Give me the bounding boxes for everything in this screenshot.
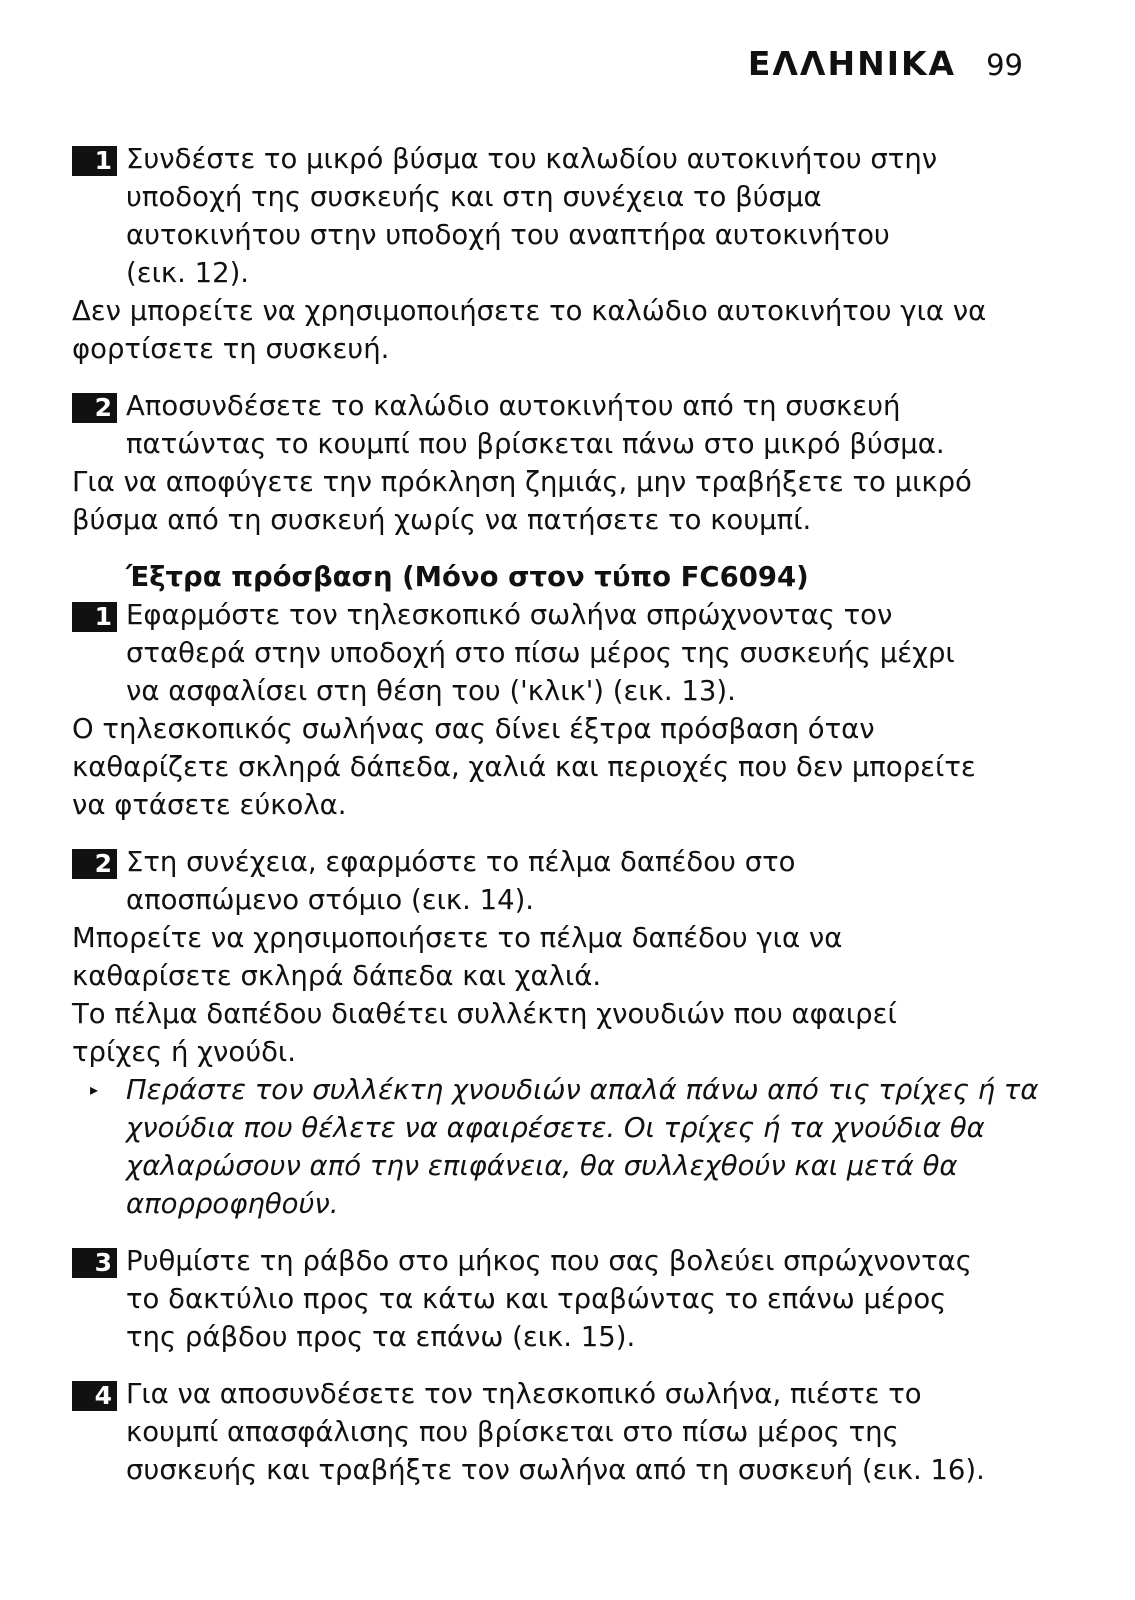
note-paragraph <box>72 919 1047 995</box>
step-2-floor-nozzle <box>72 843 1047 919</box>
note-line: καθαρίζετε σκληρά δάπεδα, χαλιά και περιοχές που δεν μπορείτε <box>72 751 976 783</box>
tip-line: χαλαρώσουν από την επιφάνεια, θα συλλεχθούν και μετά θα <box>126 1150 958 1182</box>
note-paragraph <box>72 292 1047 368</box>
step-2-disconnect-car-cord <box>72 387 1047 463</box>
note-line: φορτίσετε τη συσκευή. <box>72 333 390 365</box>
note-paragraph <box>72 710 1047 824</box>
step-line: υποδοχή της συσκευής και στη συνέχεια το βύσμα <box>126 181 822 213</box>
note-paragraph <box>72 995 1047 1071</box>
tip-line: Περάστε τον συλλέκτη χνουδιών απαλά πάνω από τις τρίχες ή τα <box>126 1074 1039 1106</box>
language-label: ΕΛΛΗΝΙΚΑ <box>747 44 957 83</box>
note-paragraph <box>72 463 1047 539</box>
step-line: το δακτύλιο προς τα κάτω και τραβώντας το επάνω μέρος <box>126 1283 947 1315</box>
page-number: 99 <box>986 48 1023 82</box>
step-line: να ασφαλίσει στη θέση του ('κλικ') (εικ. 13). <box>126 675 736 707</box>
tip-line: απορροφηθούν. <box>126 1188 339 1220</box>
note-line: Το πέλμα δαπέδου διαθέτει συλλέκτη χνουδιών που αφαιρεί <box>72 998 897 1030</box>
step-3-adjust-length <box>72 1242 1047 1356</box>
step-1-attach-tube <box>72 596 1047 710</box>
step-line: Αποσυνδέσετε το καλώδιο αυτοκινήτου από τη συσκευή <box>126 390 901 422</box>
note-line: καθαρίσετε σκληρά δάπεδα και χαλιά. <box>72 960 602 992</box>
step-line: αυτοκινήτου στην υποδοχή του αναπτήρα αυτοκινήτου <box>126 219 890 251</box>
note-line: να φτάσετε εύκολα. <box>72 789 347 821</box>
tip-item <box>72 1071 1047 1223</box>
step-number-badge: 3 <box>72 1248 117 1278</box>
note-line: Δεν μπορείτε να χρησιμοποιήσετε το καλώδιο αυτοκινήτου για να <box>72 295 987 327</box>
step-line: Για να αποσυνδέσετε τον τηλεσκοπικό σωλήνα, πιέστε το <box>126 1378 922 1410</box>
step-line: (εικ. 12). <box>126 257 250 289</box>
step-line: Συνδέστε το μικρό βύσμα του καλωδίου αυτοκινήτου στην <box>126 143 938 175</box>
manual-content <box>72 140 1047 1489</box>
step-number-badge: 4 <box>72 1381 117 1411</box>
step-1-car-cord <box>72 140 1047 292</box>
note-line: Μπορείτε να χρησιμοποιήσετε το πέλμα δαπέδου για να <box>72 922 843 954</box>
step-4-detach-tube <box>72 1375 1047 1489</box>
note-line: Για να αποφύγετε την πρόκληση ζημιάς, μην τραβήξετε το μικρό <box>72 466 972 498</box>
step-number-badge: 1 <box>72 602 117 632</box>
note-line: βύσμα από τη συσκευή χωρίς να πατήσετε το κουμπί. <box>72 504 812 536</box>
bullet-arrow-icon: ▸ <box>90 1080 99 1099</box>
section-heading: Έξτρα πρόσβαση (Μόνο στον τύπο FC6094) <box>126 561 809 593</box>
step-line: Στη συνέχεια, εφαρμόστε το πέλμα δαπέδου στο <box>126 846 796 878</box>
step-line: αποσπώμενο στόμιο (εικ. 14). <box>126 884 535 916</box>
step-line: της ράβδου προς τα επάνω (εικ. 15). <box>126 1321 636 1353</box>
step-line: κουμπί απασφάλισης που βρίσκεται στο πίσω μέρος της <box>126 1416 899 1448</box>
step-line: Εφαρμόστε τον τηλεσκοπικό σωλήνα σπρώχνοντας τον <box>126 599 893 631</box>
step-number-badge: 2 <box>72 849 117 879</box>
step-line: πατώντας το κουμπί που βρίσκεται πάνω στο μικρό βύσμα. <box>126 428 945 460</box>
step-number-badge: 1 <box>72 146 117 176</box>
tip-line: χνούδια που θέλετε να αφαιρέσετε. Οι τρίχες ή τα χνούδια θα <box>126 1112 985 1144</box>
note-line: Ο τηλεσκοπικός σωλήνας σας δίνει έξτρα πρόσβαση όταν <box>72 713 875 745</box>
step-number-badge: 2 <box>72 393 117 423</box>
step-line: σταθερά στην υποδοχή στο πίσω μέρος της συσκευής μέχρι <box>126 637 955 669</box>
step-line: συσκευής και τραβήξτε τον σωλήνα από τη συσκευή (εικ. 16). <box>126 1454 985 1486</box>
note-line: τρίχες ή χνούδι. <box>72 1036 296 1068</box>
step-line: Ρυθμίστε τη ράβδο στο μήκος που σας βολεύει σπρώχνοντας <box>126 1245 972 1277</box>
page-header <box>748 44 1023 83</box>
